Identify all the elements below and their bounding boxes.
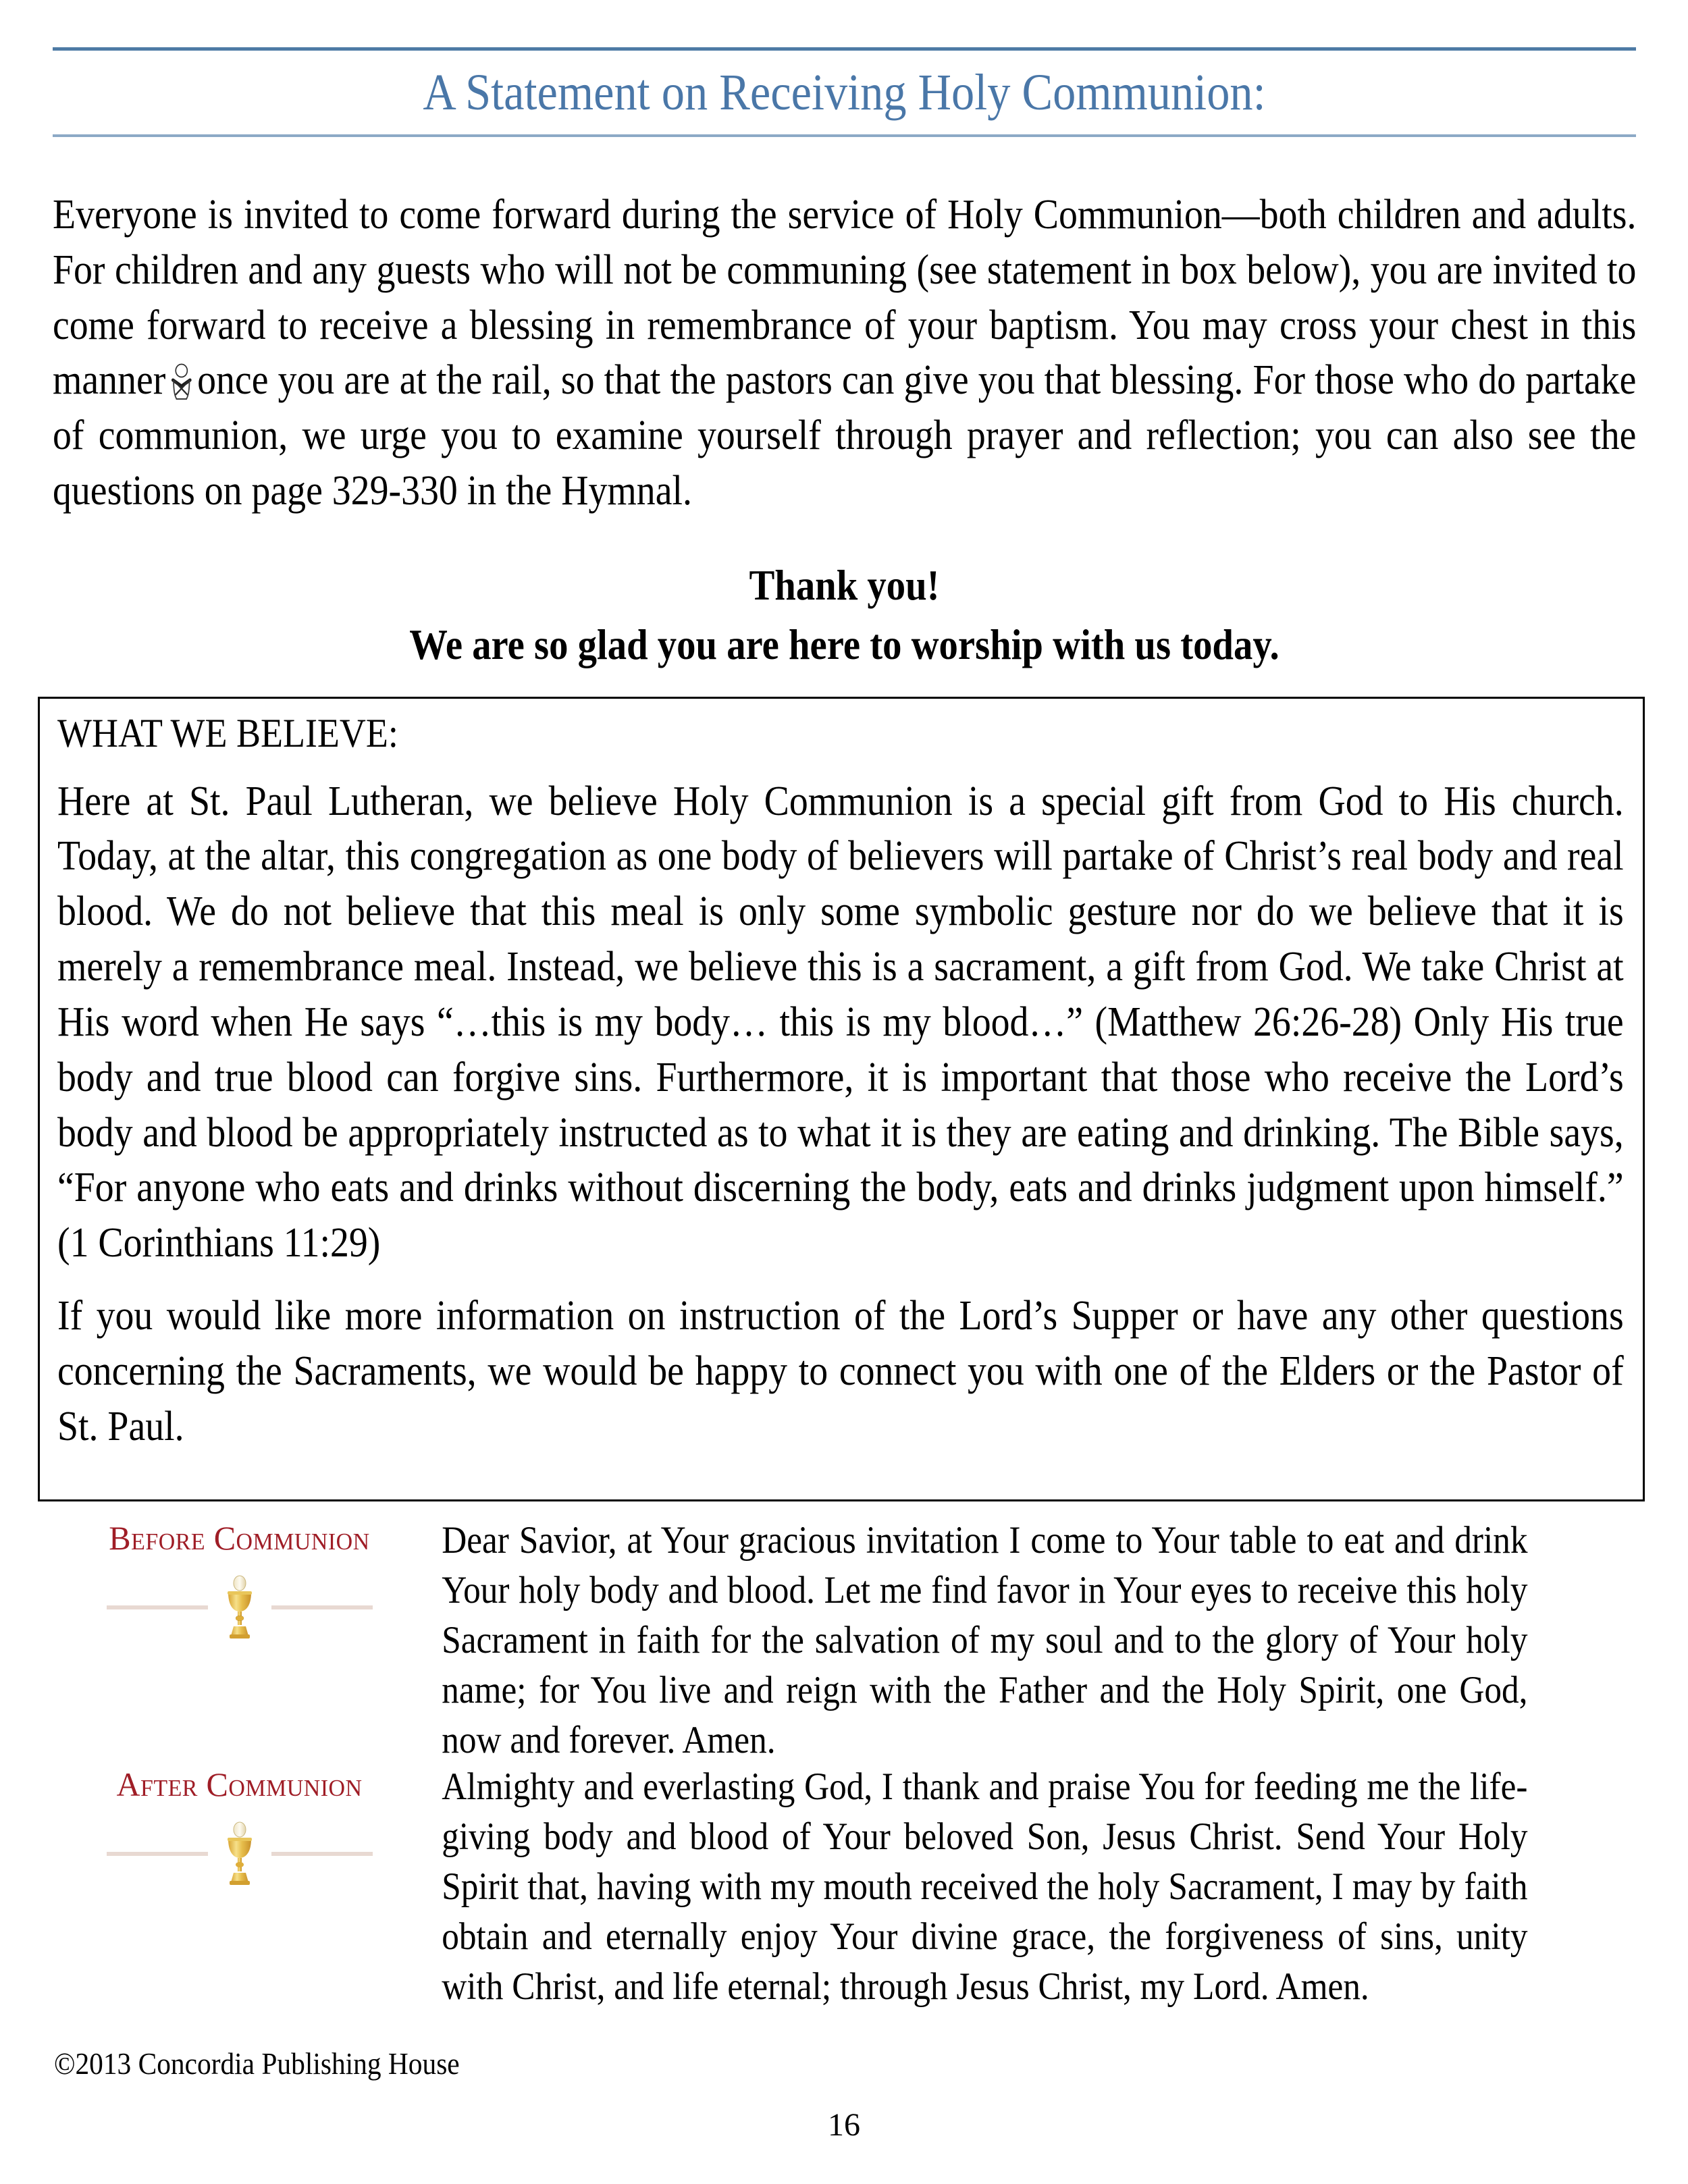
page-title: A Statement on Receiving Holy Communion: (423, 64, 1266, 121)
welcome-line: We are so glad you are here to worship with us today. (409, 621, 1280, 668)
ornament-rule-right (271, 1852, 373, 1856)
after-communion-prayer-text: Almighty and everlasting God, I thank and praise You for feeding me the life-giving body and blood of Your beloved Son, Jesus Christ. Send Your Holy Spirit that, having with my mouth received the holy Sacrament, I may by faith obtain and eternally enjoy Your divine grace, the forgiveness of sins, unity with Christ, and life eternal; through Jesus Christ, my Lord. Amen. (442, 1765, 1528, 2008)
after-communion-label-column (42, 1762, 437, 2012)
ornament-rule-left (107, 1852, 208, 1856)
intro-text-part-1: Everyone is invited to come forward during the service of Holy Communion—both children and adults. For children and any guests who will not be communing (see statement in box below), you are invited to come forward to receive a blessing in remembrance of your baptism. You may cross your chest in this manner (53, 192, 1637, 404)
before-communion-prayer-block (42, 1516, 1649, 1765)
page-number: 16 (828, 2107, 860, 2143)
what-we-believe-box (38, 697, 1645, 1501)
after-communion-ornament (42, 1821, 437, 1886)
copyright-notice: ©2013 Concordia Publishing House (54, 2046, 460, 2081)
header-rule-bottom (53, 134, 1636, 137)
belief-paragraph-2: If you would like more information on instruction of the Lord’s Supper or have any other questions concerning the Sacraments, we would be happy to connect you with one of the Elders or the Pastor of St. Paul. (57, 1293, 1624, 1449)
ornament-rule-right (271, 1605, 373, 1609)
before-communion-label-column (42, 1516, 437, 1765)
belief-paragraph-1: Here at St. Paul Lutheran, we believe Holy Communion is a special gift from God to His church. Today, at the altar, this congregation as one body of believers will partake of Christ’s real body and real blood. We do not believe that this meal is only some symbolic gesture nor do we believe that it is merely a remembrance meal. Instead, we believe this is a sacrament, a gift from God. We take Christ at His word when He says “…this is my body… this is my blood…” (Matthew 26:26-28) Only His true body and true blood can forgive sins. Furthermore, it is important that those who receive the Lord’s body and blood be appropriately instructed as to what it is they are eating and drinking. The Bible says, “For anyone who eats and drinks without discerning the body, eats and drinks judgment upon himself.” (1 Corinthians 11:29) (57, 778, 1624, 1267)
ornament-rule-left (107, 1605, 208, 1609)
after-communion-prayer-block (42, 1762, 1649, 2012)
person-arms-crossed-icon (169, 363, 194, 400)
before-communion-prayer-text: Dear Savior, at Your gracious invitation I come to Your table to eat and drink Your holy body and blood. Let me find favor in Your eyes to receive this holy Sacrament in faith for the salvation of my soul and to the glory of Your holy name; for You live and reign with the Father and the Holy Spirit, one God, now and forever. Amen. (442, 1519, 1528, 1762)
thank-you-line: Thank you! (749, 562, 940, 609)
intro-paragraph (53, 188, 1636, 519)
before-communion-ornament (42, 1575, 437, 1640)
before-communion-label: Before Communion (109, 1519, 370, 1557)
chalice-icon (220, 1575, 259, 1640)
chalice-icon (220, 1821, 259, 1886)
what-we-believe-heading: WHAT WE BELIEVE: (57, 711, 398, 755)
document-header (53, 47, 1636, 137)
intro-text-part-2: once you are at the rail, so that the pastors can give you that blessing. For those who do partake of communion, we urge you to examine yourself through prayer and reflection; you can also see the questions on page 329-330 in the Hymnal. (53, 357, 1637, 514)
after-communion-label: After Communion (116, 1765, 363, 1803)
